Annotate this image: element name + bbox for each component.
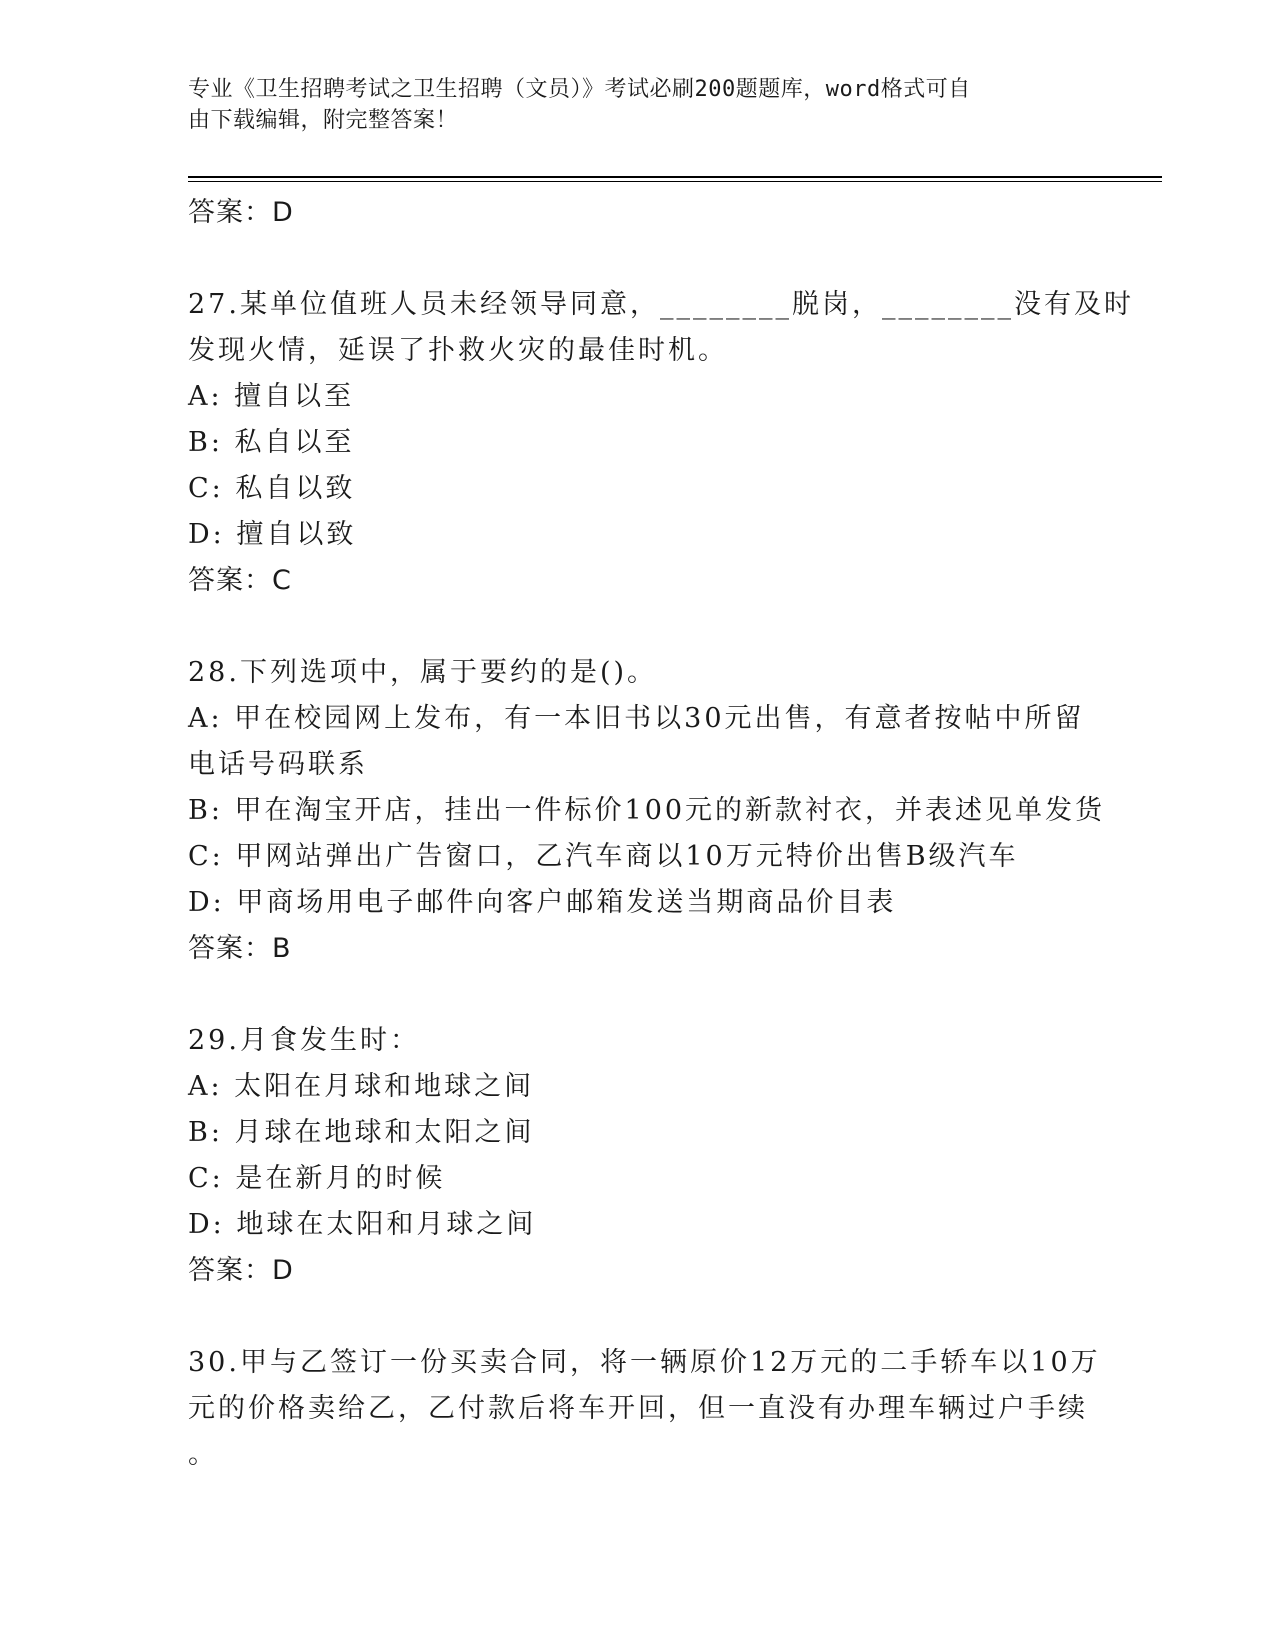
question-29 (188, 1018, 1088, 1294)
question-30 (188, 1340, 1101, 1478)
option-a: A: 擅自以至 (188, 381, 355, 412)
option-d: D: 甲商场用电子邮件向客户邮箱发送当期商品价目表 (188, 887, 897, 918)
question-stem: 29.月食发生时： (188, 1025, 420, 1056)
option-c: C: 甲网站弹出广告窗口，乙汽车商以10万元特价出售B级汽车 (188, 841, 1019, 872)
answer-value: C (272, 565, 292, 596)
question-stem: 元的价格卖给乙，乙付款后将车开回，但一直没有办理车辆过户手续 (188, 1393, 1088, 1424)
answer-value: D (272, 197, 294, 228)
option-c: C: 私自以致 (188, 473, 356, 504)
answer-q29 (188, 1248, 1088, 1294)
option-a-continued: 电话号码联系 (188, 749, 368, 780)
option-c: C: 是在新月的时候 (188, 1163, 446, 1194)
answer-value: B (272, 933, 292, 964)
document-header (188, 74, 1068, 136)
answer-label: 答案： (188, 565, 272, 596)
option-b: B: 私自以至 (188, 427, 355, 458)
option-a: A: 甲在校园网上发布，有一本旧书以30元出售，有意者按帖中所留 (188, 703, 1085, 734)
spacer (188, 604, 1088, 650)
option-d: D: 擅自以致 (188, 519, 357, 550)
option-d: D: 地球在太阳和月球之间 (188, 1209, 537, 1240)
question-stem: 30.甲与乙签订一份买卖合同，将一辆原价12万元的二手轿车以10万 (188, 1347, 1101, 1378)
answer-q27 (188, 558, 1088, 604)
question-stem: 。 (188, 1439, 218, 1470)
question-28 (188, 650, 1106, 972)
spacer (188, 1294, 1088, 1340)
header-divider-thick (188, 176, 1162, 178)
spacer (188, 972, 1088, 1018)
header-line-2: 由下载编辑，附完整答案！ (188, 108, 459, 133)
answer-label: 答案： (188, 933, 272, 964)
header-line-1: 专业《卫生招聘考试之卫生招聘（文员）》考试必刷200题题库，word格式可自 (188, 77, 971, 102)
option-b: B: 月球在地球和太阳之间 (188, 1117, 535, 1148)
answer-q28 (188, 926, 1088, 972)
answer-q26 (188, 190, 1088, 236)
option-b: B: 甲在淘宝开店，挂出一件标价100元的新款衬衣，并表述见单发货 (188, 795, 1106, 826)
header-divider-thin (188, 181, 1162, 182)
question-list (188, 190, 1134, 1478)
option-a: A: 太阳在月球和地球之间 (188, 1071, 535, 1102)
answer-value: D (272, 1255, 294, 1286)
question-27 (188, 282, 1134, 604)
question-stem: 27.某单位值班人员未经领导同意，________脱岗，________没有及时 (188, 289, 1134, 320)
answer-label: 答案： (188, 197, 272, 228)
answer-label: 答案： (188, 1255, 272, 1286)
question-stem: 发现火情，延误了扑救火灾的最佳时机。 (188, 335, 728, 366)
question-stem: 28.下列选项中，属于要约的是()。 (188, 657, 658, 688)
spacer (188, 236, 1088, 282)
